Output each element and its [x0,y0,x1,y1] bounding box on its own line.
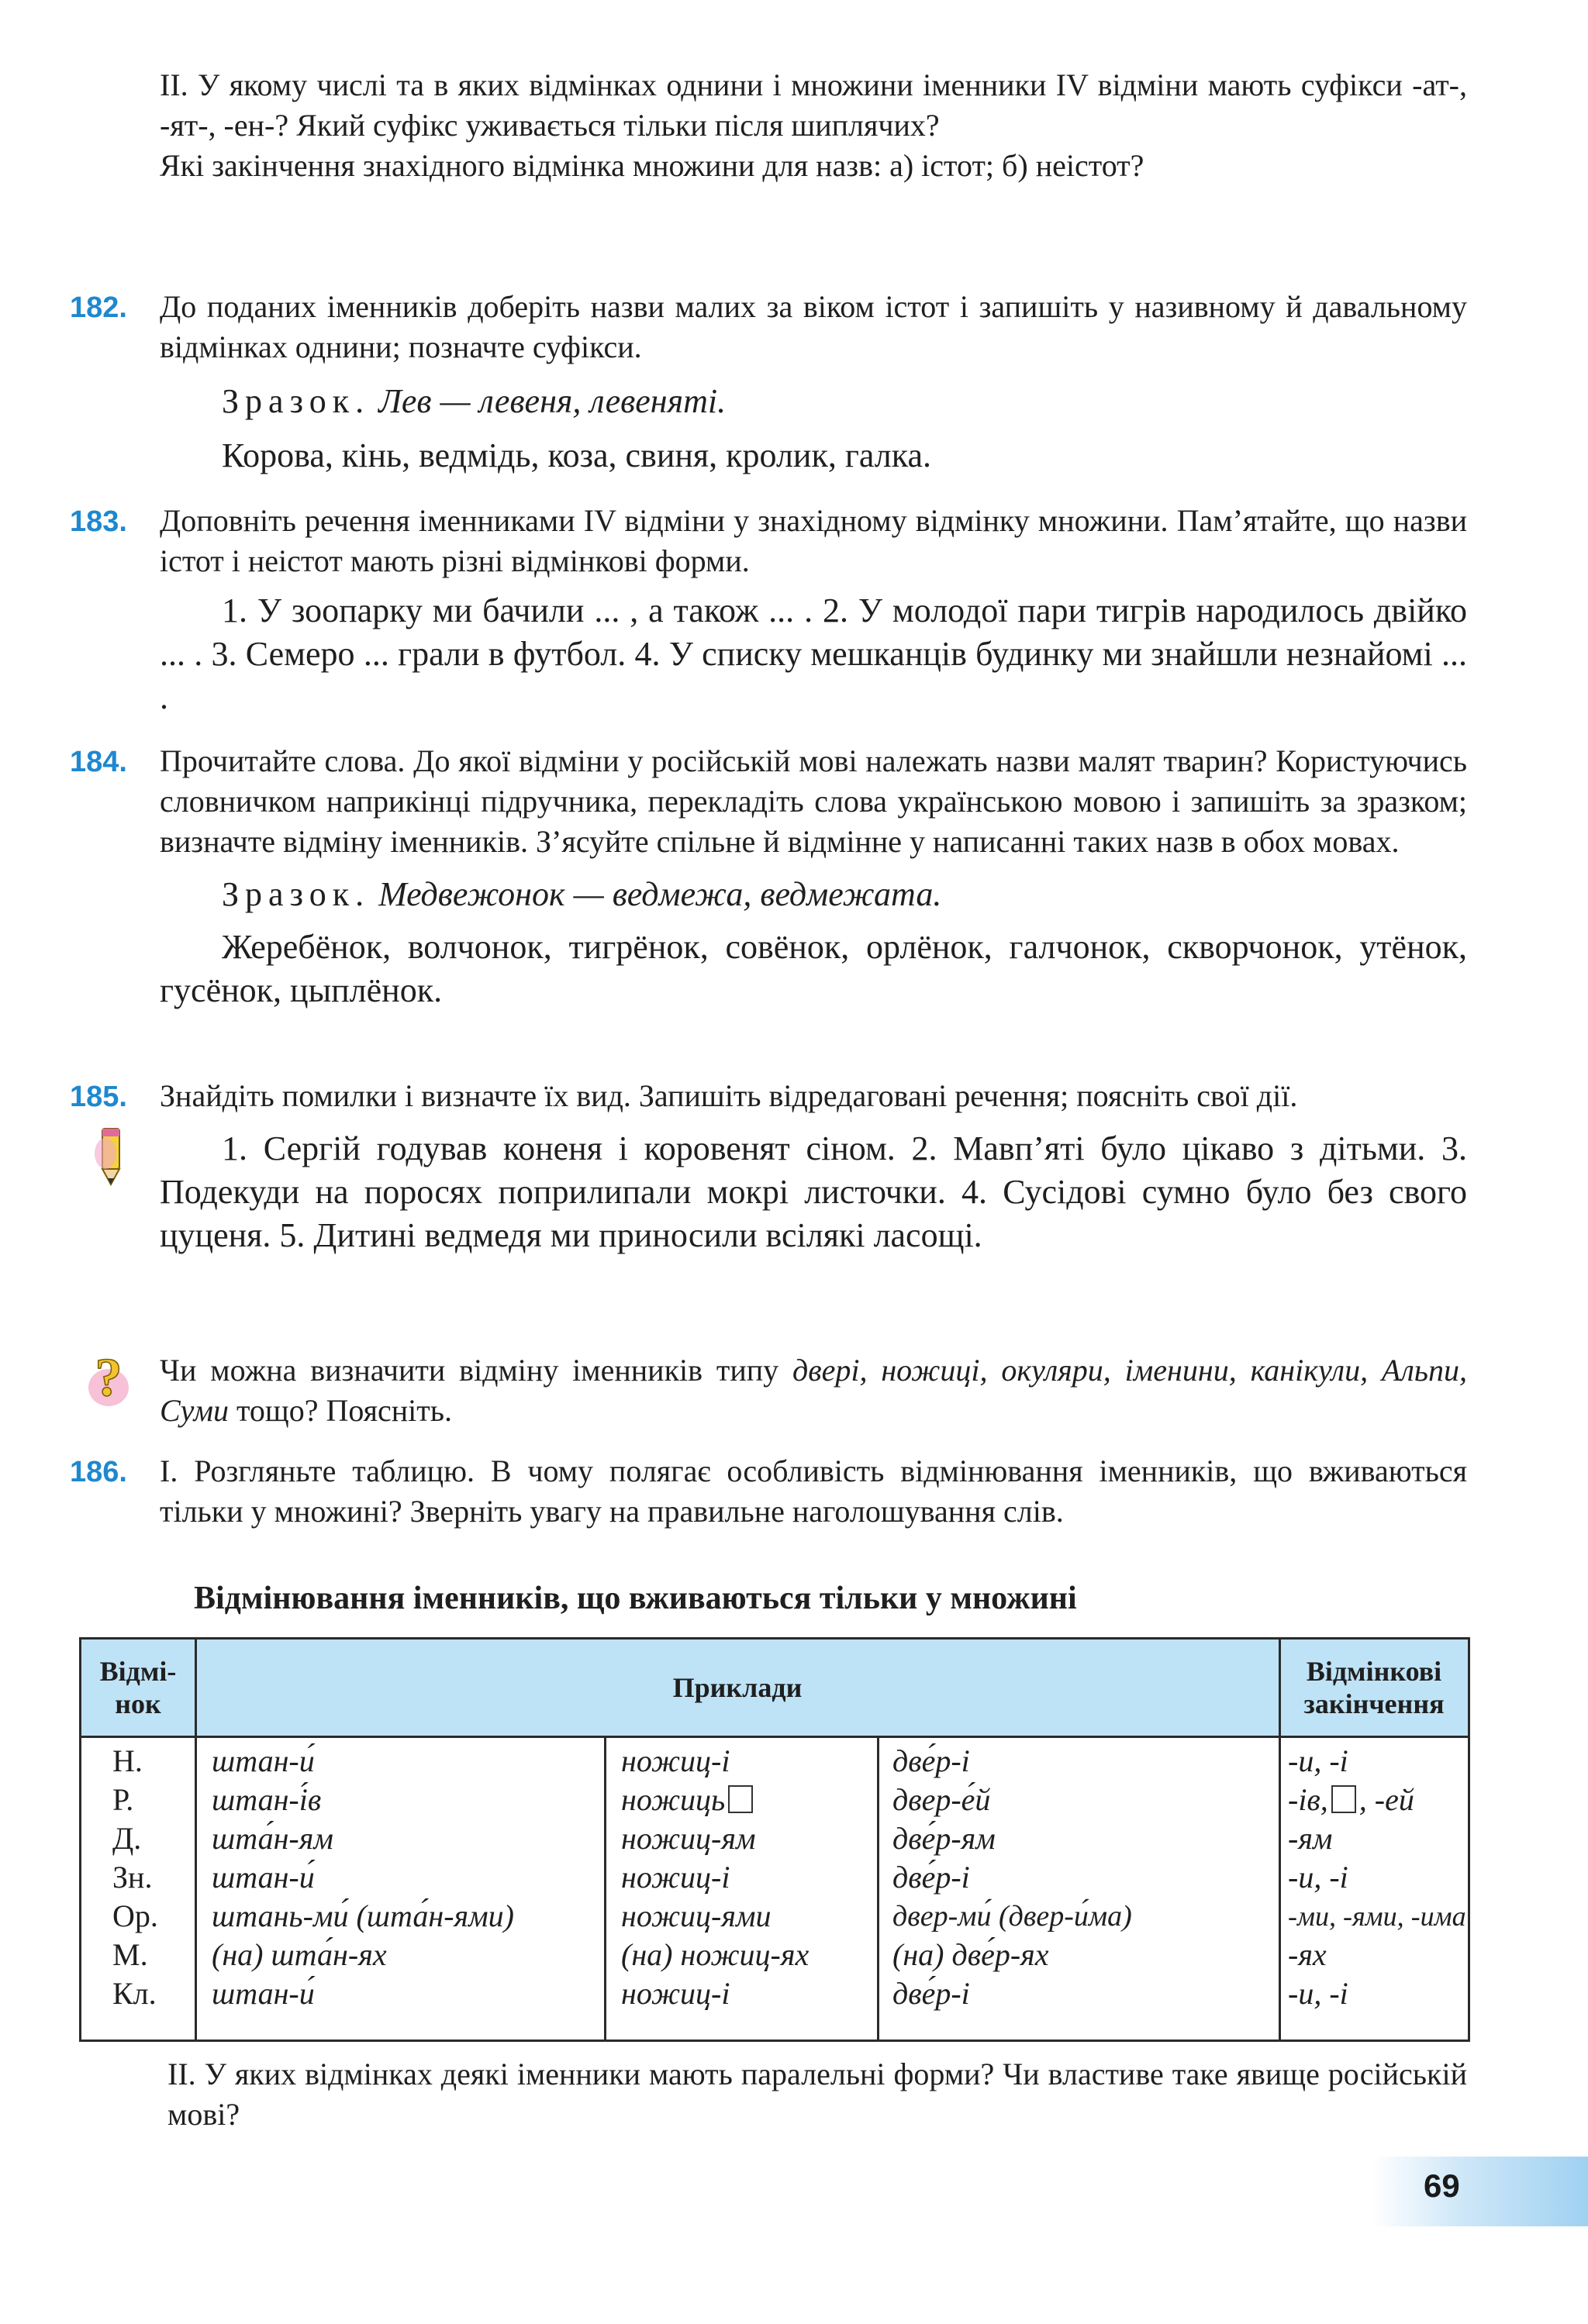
exercise-184-words: Жеребёнок, волчонок, тигрёнок, совёнок, орлёнок, галчонок, скворчонок, утёнок, гусёнок, цыплёнок. [160,928,1467,1009]
empty-ending-box [728,1785,753,1813]
exercise-182 [160,287,1467,479]
case-cell: Ор. [112,1898,158,1933]
case-cell: Н. [112,1743,143,1778]
case-cell: Зн. [112,1860,153,1895]
pencil-icon [87,1122,133,1196]
case-cell: М. [112,1937,148,1972]
example-cell: штан-и́ [212,1860,315,1895]
intro-block [160,65,1467,186]
ending-cell: -и, -і [1288,1743,1348,1778]
empty-ending-box [1331,1785,1356,1813]
column-nozhytsi [621,1742,809,2013]
header-case [81,1640,195,1736]
header-endings-line-1: Відмінкові [1306,1656,1442,1687]
page-number-bar [1372,2157,1588,2226]
page-number: 69 [1424,2167,1460,2204]
exercise-186-task: І. Розгляньте таблицю. В чому полягає особливість відмінювання іменників, що вживаються тільки у множині? Зверніть увагу на правильне наголошування слів. [160,1453,1467,1529]
exercise-182-task: До поданих іменників доберіть назви малих за віком істот і запишіть у називному й давальному відмінках однини; позначте суфікси. [160,289,1467,364]
example-cell: ножиц-і [621,1860,730,1895]
exercise-182-sample [160,378,1467,425]
table-title: Відмінювання іменників, що вживаються тільки у множині [194,1581,1077,1616]
sample-label: Зразок. [222,382,371,420]
exercise-185-task: Знайдіть помилки і визначте їх вид. Запишіть відредаговані речення; поясніть свої дії. [160,1078,1298,1113]
example-cell: штань-ми́ (шта́н-ями) [212,1898,514,1933]
table-divider [604,1736,606,2040]
exercise-183-task: Доповніть речення іменниками IV відміни у знахідному відмінку множини. Пам’ятайте, що назви істот і неістот мають різні відмінкові форми. [160,503,1467,578]
header-case-line-2: нок [115,1688,161,1719]
intro-question-2: Які закінчення знахідного відмінка множини для назв: а) істот; б) неістот? [160,148,1144,183]
ending-cell-text: -ів, [1288,1782,1328,1817]
example-cell: две́р-і [892,1743,970,1778]
example-cell: ножиц-і [621,1976,730,2011]
column-cases [112,1742,158,2013]
exercise-186-part-2-text: II. У яких відмінках деякі іменники мають паралельні форми? Чи властиве таке явище російській мові? [167,2057,1467,2132]
ending-cell: -и, -і [1288,1976,1348,2011]
ending-cell: -ям [1288,1821,1333,1856]
exercise-number-183: 183. [70,505,127,538]
header-case-line-1: Відмі- [99,1656,177,1687]
example-cell: шта́н-ям [212,1821,333,1856]
case-cell: Кл. [112,1976,157,2011]
sample-text: Лев — левеня, левеняті. [378,382,727,420]
exercise-183 [160,501,1467,719]
exercise-184 [160,741,1467,1012]
svg-text:?: ? [95,1348,123,1408]
question-mark-icon [84,1347,133,1413]
ending-cell [1288,1781,1466,1819]
example-cell: (на) ножиц-ях [621,1937,810,1972]
declension-table [79,1637,1470,2042]
example-cell: ножиц-ями [621,1898,772,1933]
case-cell: Р. [112,1782,134,1817]
exercise-185 [160,1076,1467,1257]
exercise-184-sample [160,871,1467,918]
example-cell: (на) шта́н-ях [212,1937,387,1972]
question-text [160,1350,1467,1431]
example-cell: двер-е́й [892,1782,991,1817]
table-divider [877,1736,879,2040]
ending-cell: -ях [1288,1937,1327,1972]
example-cell: ножиц-ям [621,1821,756,1856]
question-text-italic: двері, ножиці, окуляри, іменини, канікули, Альпи, Суми [160,1353,1467,1428]
example-cell: двер-ми́ (двер-и́ма) [892,1900,1132,1933]
sample-text: Медвежонок — ведмежа, ведмежата. [378,875,942,913]
example-cell: штан-и́ [212,1976,315,2011]
column-endings [1288,1742,1466,2013]
exercise-184-task: Прочитайте слова. До якої відміни у російській мові належать назви малят тварин? Користуючись словничком наприкінці підручника, перекладіть слова українською мовою і запишіть за зразком; визначте відміну іменників. З’ясуйте спільне й відмінне у написанні таких назв в обох мовах. [160,743,1467,859]
header-examples: Приклади [672,1672,803,1703]
example-cell: штан-и́ [212,1743,315,1778]
example-cell [621,1781,809,1819]
table-divider [1279,1640,1281,2040]
example-cell: ножиц-і [621,1743,730,1778]
question-text-before: Чи можна визначити відміну іменників типу [160,1353,793,1388]
exercise-183-text: 1. У зоопарку ми бачили ... , а також ... . 2. У молодої пари тигрів народилось двійко ... . 3. Семеро ... грали в футбол. 4. У списку мешканців будинку ми знайшли незнайомі ... . [160,591,1467,716]
question-block [160,1350,1467,1431]
example-cell-text: ножиць [621,1782,726,1817]
exercise-182-words: Корова, кінь, ведмідь, коза, свиня, кролик, галка. [222,436,931,474]
exercise-number-186: 186. [70,1456,127,1488]
ending-cell: -ми, -ями, -има [1288,1901,1466,1932]
exercise-number-182: 182. [70,291,127,324]
ending-cell-text: , -ей [1358,1782,1414,1817]
question-text-after: тощо? Поясніть. [228,1393,452,1428]
example-cell: штан-і́в [212,1782,322,1817]
sample-label: Зразок. [222,875,371,913]
header-endings-line-2: закінчення [1303,1688,1445,1719]
exercise-186-part-2 [167,2054,1467,2135]
intro-question-1: II. У якому числі та в яких відмінках однини і множини іменники IV відміни мають суфікси -ат-, -ят-, -ен-? Який суфікс уживається тільки після шиплячих? [160,67,1467,143]
ending-cell: -и, -і [1288,1860,1348,1895]
example-cell: две́р-ям [892,1821,996,1856]
exercise-number-184: 184. [70,746,127,778]
example-cell: две́р-і [892,1976,970,2011]
exercise-185-text: 1. Сергій годував коненя і коровенят сіном. 2. Мавп’яті було цікаво з дітьми. 3. Подекуди на поросях поприлипали мокрі листочки. 4. Сусідові сумно було без свого цуценя. 5. Дитині ведмедя ми приносили всілякі ласощі. [160,1129,1467,1254]
exercise-186 [160,1451,1467,1532]
column-dveri [892,1742,1132,2013]
example-cell: две́р-і [892,1860,970,1895]
header-endings [1280,1640,1468,1736]
example-cell: (на) две́р-ях [892,1937,1049,1972]
exercise-number-185: 185. [70,1081,127,1113]
case-cell: Д. [112,1821,142,1856]
table-divider [195,1640,197,2040]
column-shtany [212,1742,514,2013]
